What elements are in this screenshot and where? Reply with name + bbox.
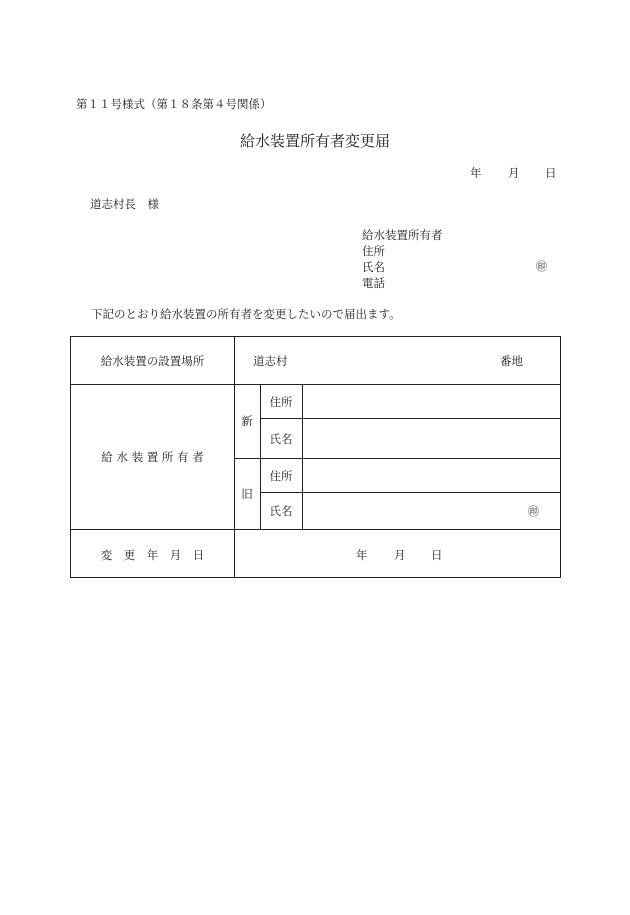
table-divider	[234, 337, 235, 577]
new-address-field[interactable]	[303, 385, 559, 418]
applicant-seal-mark: ㊞	[536, 260, 547, 273]
addressee: 道志村長 様	[90, 197, 159, 211]
change-year-label: 年	[356, 548, 368, 562]
owner-label: 給 水 装 置 所 有 者	[101, 450, 204, 464]
old-name-label: 氏名	[269, 504, 293, 518]
new-name-label: 氏名	[269, 432, 293, 446]
old-address-label: 住所	[269, 469, 293, 483]
form-number: 第１１号様式（第１８条第４号関係）	[76, 97, 272, 111]
location-village: 道志村	[253, 354, 288, 368]
old-name-field[interactable]	[303, 493, 503, 529]
applicant-label: 給水装置所有者	[362, 228, 443, 242]
table-divider	[71, 529, 560, 530]
new-address-label: 住所	[269, 395, 293, 409]
location-banchi: 番地	[500, 354, 523, 368]
change-form-table	[70, 336, 561, 578]
old-owner-label: 旧	[241, 487, 253, 501]
old-address-field[interactable]	[303, 459, 559, 492]
applicant-phone-label: 電話	[362, 276, 385, 290]
intro-text: 下記のとおり給水装置の所有者を変更したいので届出ます。	[91, 307, 401, 321]
new-owner-label: 新	[241, 414, 253, 428]
old-owner-seal-mark: ㊞	[528, 505, 539, 518]
date-month-label: 月	[508, 166, 520, 180]
date-year-label: 年	[470, 166, 482, 180]
location-label: 給水装置の設置場所	[100, 354, 205, 368]
change-date-label: 変 更 年 月 日	[100, 548, 205, 562]
applicant-block	[362, 227, 547, 291]
new-address-field[interactable]	[303, 419, 559, 457]
change-month-label: 月	[394, 548, 406, 562]
document-title: 給水装置所有者変更届	[239, 132, 390, 150]
date-day-label: 日	[545, 166, 557, 180]
applicant-address-label: 住所	[362, 244, 385, 258]
change-day-label: 日	[431, 548, 443, 562]
applicant-name-label: 氏名	[362, 260, 385, 274]
